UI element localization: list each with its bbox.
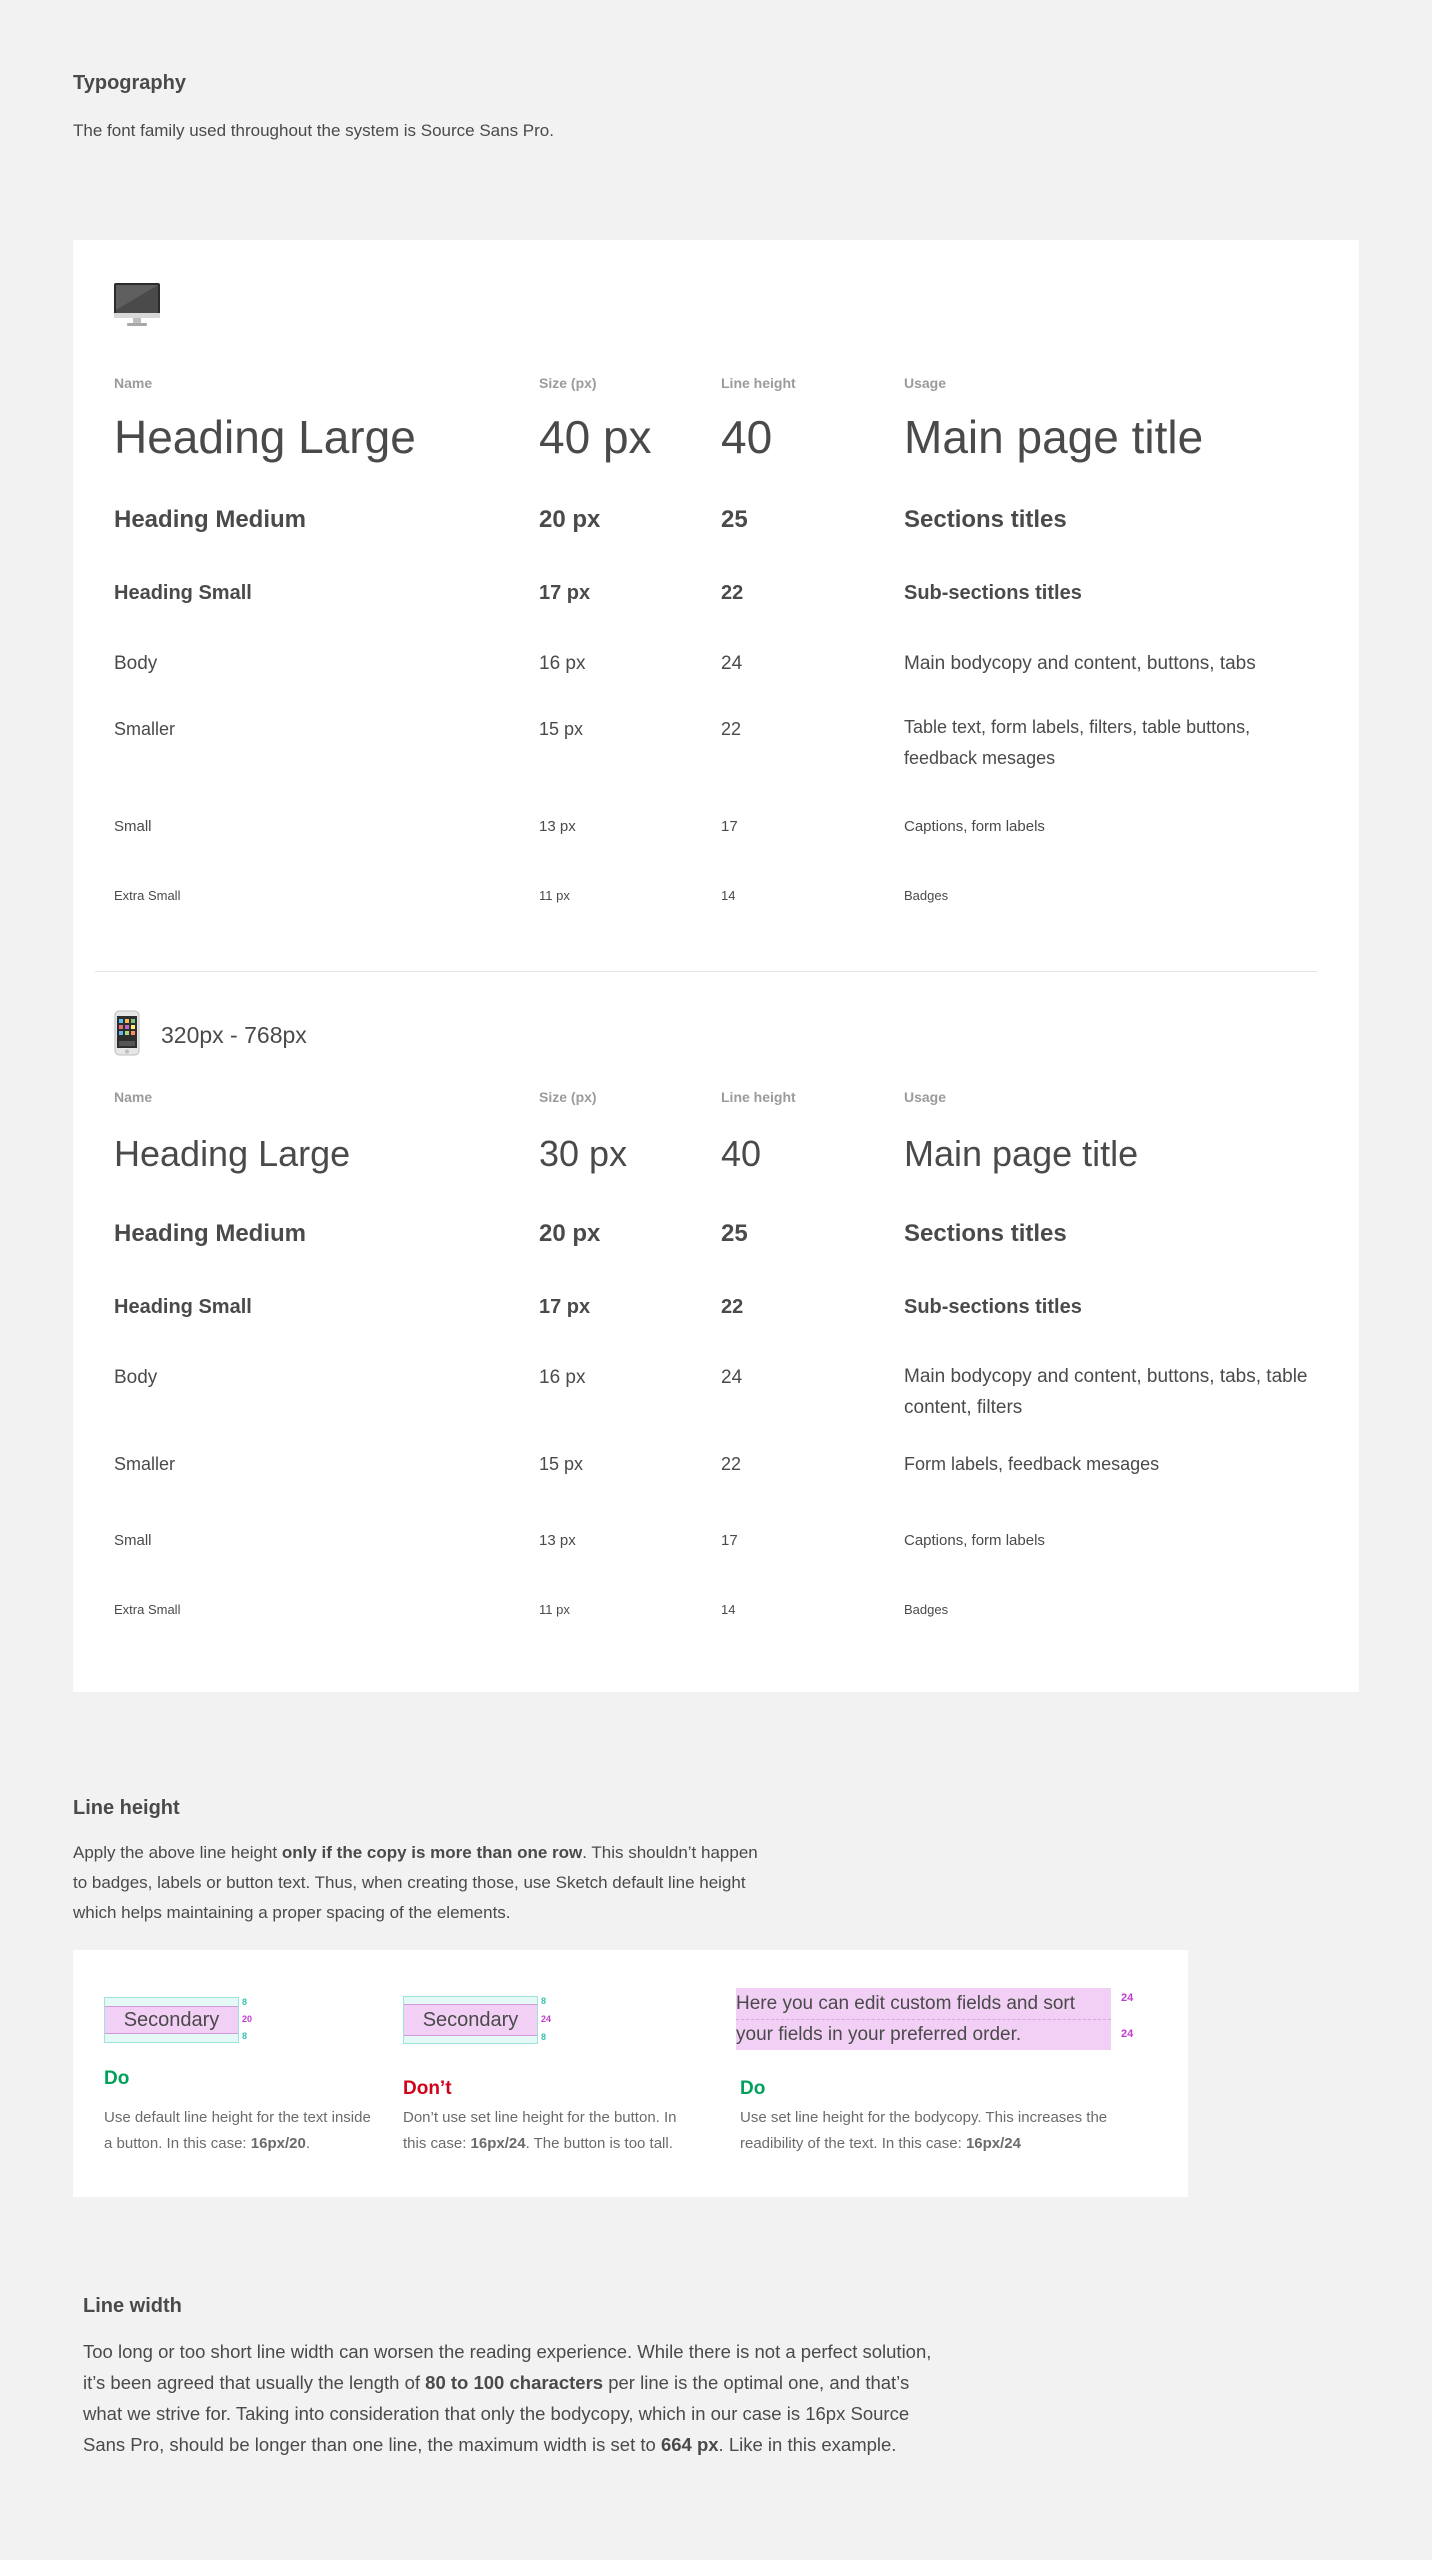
measure-top: 8 [541, 1996, 547, 2006]
mobile-range-label: 320px - 768px [161, 1022, 307, 1048]
row-name: Smaller [114, 1454, 176, 1474]
button-label: Secondary [105, 2006, 238, 2034]
col-header-line-height: Line height [721, 1089, 796, 1105]
row-size: 15 px [539, 719, 584, 739]
measure-mid: 24 [541, 2014, 552, 2024]
line-guide [736, 2019, 1111, 2020]
row-name: Heading Large [114, 411, 416, 463]
row-usage: Sub-sections titles [904, 582, 1082, 604]
row-size: 13 px [539, 1532, 576, 1549]
row-size: 40 px [539, 411, 652, 463]
row-name: Small [114, 1532, 152, 1549]
row-line-height: 17 [721, 1532, 738, 1549]
row-name: Body [114, 1367, 158, 1388]
typography-description: The font family used throughout the system is Source Sans Pro. [73, 121, 554, 140]
measure-line-1: 24 [1121, 1992, 1134, 2004]
col-header-name: Name [114, 1089, 153, 1105]
row-line-height: 17 [721, 818, 738, 835]
line-height-examples-card [73, 1950, 1188, 2197]
button-label: Secondary [404, 2004, 537, 2036]
measure-bottom: 8 [541, 2032, 547, 2042]
example-caption: Use set line height for the bodycopy. This increases the readibility of the text. In this case: 16px/24 [740, 2109, 1108, 2152]
row-line-height: 22 [721, 1296, 744, 1318]
row-size: 20 px [539, 1220, 601, 1247]
line-height-description: Apply the above line height only if the copy is more than one row. This shouldn’t happen to badges, labels or button text. Thus, when creating those, use Sketch default line height which helps maintaining a proper spacing of the elements. [73, 1843, 758, 1922]
typography-title: Typography [73, 72, 186, 94]
row-usage: Captions, form labels [904, 818, 1045, 835]
row-line-height: 22 [721, 719, 742, 739]
bodycopy-sample: Here you can edit custom fields and sort your fields in your preferred order. [736, 1988, 1111, 2050]
row-size: 15 px [539, 1454, 584, 1474]
verdict-do: Do [740, 2078, 766, 2099]
row-size: 30 px [539, 1133, 628, 1174]
row-usage: Main page title [904, 1133, 1139, 1174]
example-caption: Use default line height for the text inside a button. In this case: 16px/20. [104, 2109, 371, 2152]
row-line-height: 24 [721, 1367, 743, 1388]
line-height-title: Line height [73, 1797, 180, 1819]
row-line-height: 25 [721, 1220, 748, 1247]
phone-icon [114, 1010, 140, 1056]
measure-top: 8 [242, 1997, 248, 2007]
col-header-size: Size (px) [539, 1089, 597, 1105]
row-size: 16 px [539, 1367, 586, 1388]
row-line-height: 40 [721, 411, 773, 463]
row-usage: Sections titles [904, 506, 1067, 533]
row-line-height: 25 [721, 506, 748, 533]
row-name: Smaller [114, 719, 176, 739]
measure-bottom: 8 [242, 2031, 248, 2041]
row-name: Body [114, 653, 158, 674]
row-usage: Table text, form labels, filters, table buttons, feedback mesages [904, 717, 1251, 768]
monitor-icon [113, 282, 161, 328]
row-line-height: 22 [721, 582, 744, 604]
measure-mid: 20 [242, 2014, 253, 2024]
button-sample [104, 1997, 239, 2043]
row-name: Heading Medium [114, 1220, 307, 1247]
row-size: 20 px [539, 506, 601, 533]
row-name: Small [114, 818, 152, 835]
verdict-do: Do [104, 2068, 130, 2089]
col-header-line-height: Line height [721, 375, 796, 391]
row-size: 16 px [539, 653, 586, 674]
row-usage: Badges [904, 888, 949, 903]
line-width-title: Line width [83, 2295, 182, 2317]
row-name: Extra Small [114, 888, 181, 903]
row-usage: Form labels, feedback mesages [904, 1454, 1160, 1474]
col-header-size: Size (px) [539, 375, 597, 391]
col-header-usage: Usage [904, 1089, 947, 1105]
section-divider [95, 971, 1317, 972]
type-scale-card [73, 240, 1359, 1692]
verdict-dont: Don’t [403, 2078, 452, 2099]
col-header-usage: Usage [904, 375, 947, 391]
row-size: 11 px [539, 1602, 570, 1617]
row-line-height: 14 [721, 1602, 736, 1617]
row-size: 13 px [539, 818, 576, 835]
row-name: Heading Large [114, 1133, 351, 1174]
row-usage: Main bodycopy and content, buttons, tabs [904, 653, 1256, 674]
row-usage: Sections titles [904, 1220, 1067, 1247]
row-line-height: 14 [721, 888, 736, 903]
row-name: Heading Medium [114, 506, 307, 533]
line-width-paragraph: Too long or too short line width can worsen the reading experience. While there is not a perfect solution, it’s been agreed that usually the length of 80 to 100 characters per line is the optimal one, and that’s what we strive for. Taking into consideration that only the bodycopy, which in our case is 16px Source Sans Pro, should be longer than one line, the maximum width is set to 664 px. Like in this example. [83, 2341, 932, 2455]
row-name: Heading Small [114, 582, 252, 604]
measure-line-2: 24 [1121, 2028, 1134, 2040]
row-name: Heading Small [114, 1296, 252, 1318]
row-usage: Main bodycopy and content, buttons, tabs, table content, filters [904, 1366, 1308, 1418]
row-line-height: 40 [721, 1133, 762, 1174]
example-caption: Don’t use set line height for the button. In this case: 16px/24. The button is too tall. [403, 2109, 677, 2152]
row-name: Extra Small [114, 1602, 181, 1617]
row-size: 17 px [539, 1296, 591, 1318]
row-usage: Main page title [904, 411, 1204, 463]
button-sample [403, 1996, 538, 2044]
row-size: 11 px [539, 888, 570, 903]
row-size: 17 px [539, 582, 591, 604]
row-line-height: 22 [721, 1454, 742, 1474]
row-usage: Badges [904, 1602, 949, 1617]
col-header-name: Name [114, 375, 153, 391]
row-usage: Captions, form labels [904, 1532, 1045, 1549]
row-usage: Sub-sections titles [904, 1296, 1082, 1318]
row-line-height: 24 [721, 653, 743, 674]
